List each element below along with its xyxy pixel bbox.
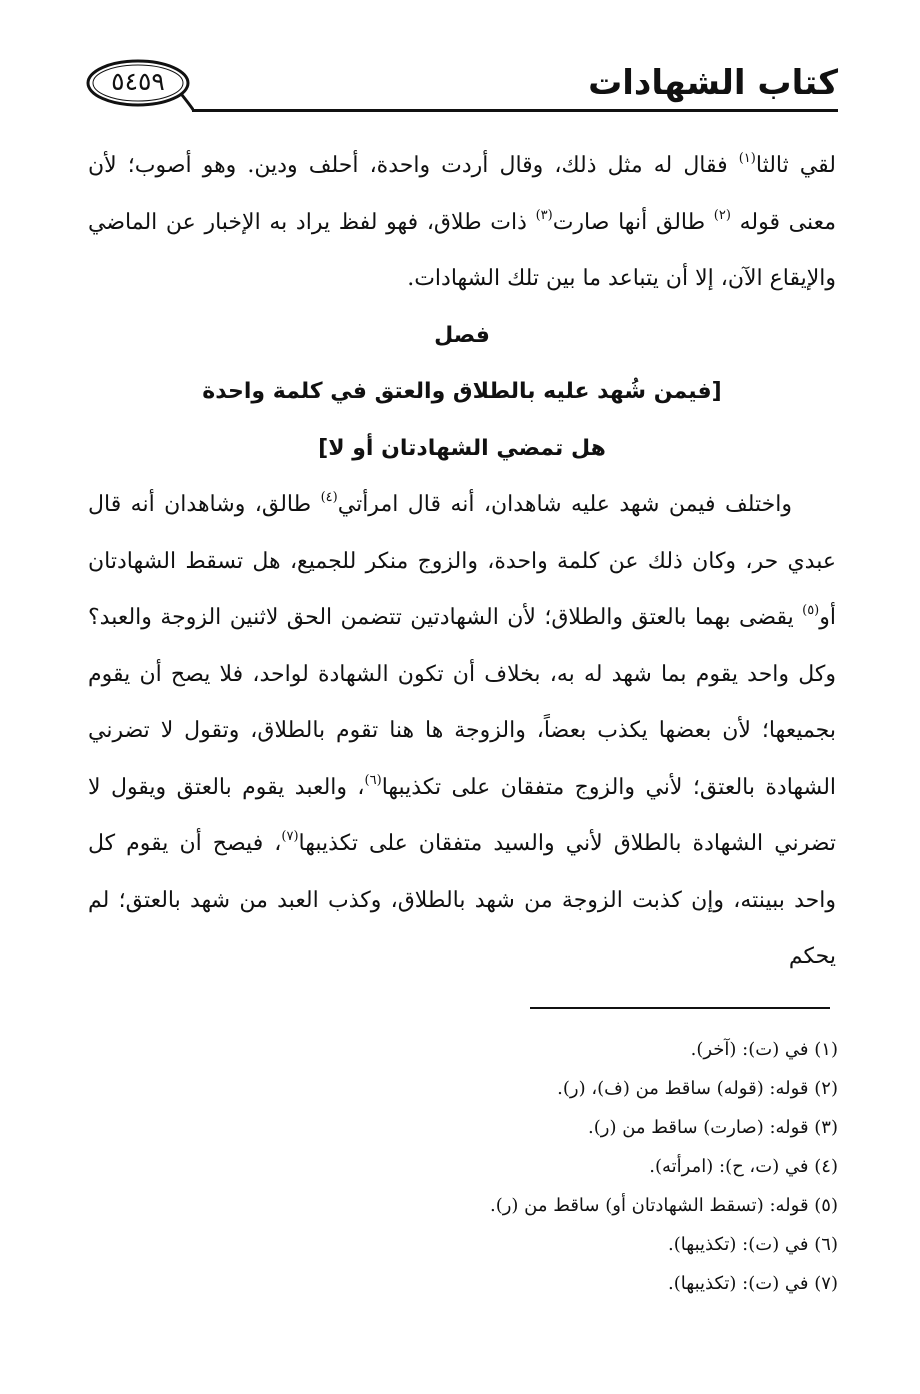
footnote-ref: (٣) bbox=[535, 207, 553, 223]
section-heading-line-1: [فيمن شُهد عليه بالطلاق والعتق في كلمة واحدة bbox=[202, 379, 722, 404]
text-run: فقال له مثل ذلك، وقال أردت واحدة، أحلف ودين. وهو أصوب؛ لأن معنى قوله bbox=[88, 153, 837, 235]
text-run: طالق أنها صارت bbox=[552, 209, 714, 235]
footnote-ref: (١) bbox=[738, 151, 756, 166]
page-header bbox=[82, 55, 838, 125]
footnote-4: (٤) في (ت، ح): (امرأته). bbox=[649, 1156, 838, 1177]
text-run: يقضى بهما بالعتق والطلاق؛ لأن الشهادتين تتضمن الحق لاثنين الزوجة والعبد؟ وكل واحد يقوم بما شهد له به، بخلاف أن تكون الشهادة لواحد، فلا يصح أن يقوم بجميعها؛ لأن بعضها يكذب بعضاً، والزوجة ها هنا تقوم بالطلاق، وتقول لا تضرني الشهادة بالعتق؛ لأني والزوج متفقان على تكذيبها bbox=[88, 605, 837, 800]
book-title: كتاب الشهادات bbox=[588, 63, 838, 103]
paragraph-2 bbox=[88, 477, 836, 986]
section-heading-line-2: هل تمضي الشهادتان أو لا] bbox=[318, 435, 606, 461]
text-run: ذات طلاق، فهو لفظ يراد به الإخبار عن الماضي والإيقاع الآن، إلا أن يتباعد ما بين تلك الشهادات. bbox=[88, 209, 836, 291]
footnote-ref: (٧) bbox=[281, 829, 299, 844]
footnote-rule bbox=[530, 1007, 830, 1009]
text-run: ، فيصح أن يقوم كل واحد ببينته، وإن كذبت الزوجة من شهد بالطلاق، وكذب العبد من شهد بالعتق؛ لم يحكم bbox=[88, 831, 836, 969]
footnote-7: (٧) في (ت): (تكذيبها). bbox=[668, 1273, 838, 1294]
text-run: لقي ثالثا bbox=[755, 153, 836, 178]
footnote-6: (٦) في (ت): (تكذيبها). bbox=[668, 1234, 838, 1255]
footnote-2: (٢) قوله: (قوله) ساقط من (ف)، (ر). bbox=[557, 1078, 838, 1099]
footnote-ref: (٦) bbox=[364, 772, 382, 788]
footnotes bbox=[278, 1030, 838, 1303]
footnote-ref: (٥) bbox=[802, 603, 820, 618]
footnote-ref: (٢) bbox=[713, 207, 731, 223]
header-rule bbox=[192, 109, 838, 112]
text-run: طالق، وشاهدان أنه قال عبدي حر، وكان ذلك عن كلمة واحدة، والزوج منكر للجميع، هل تسقط الشهادتان أو bbox=[88, 492, 836, 630]
footnote-5: (٥) قوله: (تسقط الشهادتان أو) ساقط من (ر). bbox=[490, 1195, 838, 1216]
footnote-ref: (٤) bbox=[320, 490, 338, 505]
paragraph-1 bbox=[88, 138, 836, 308]
text-run: ، والعبد يقوم بالعتق ويقول لا تضرني الشهادة بالطلاق لأني والسيد متفقان على تكذيبها bbox=[88, 774, 836, 856]
section-label: فصل bbox=[434, 322, 490, 348]
footnote-1: (١) في (ت): (آخر). bbox=[690, 1039, 838, 1060]
footnote-3: (٣) قوله: (صارت) ساقط من (ر). bbox=[588, 1117, 838, 1138]
page-number: ٥٤٥٩ bbox=[111, 67, 165, 96]
body-text bbox=[88, 138, 836, 986]
page-number-badge bbox=[82, 55, 194, 115]
text-run: واختلف فيمن شهد عليه شاهدان، أنه قال امرأتي bbox=[337, 492, 793, 517]
